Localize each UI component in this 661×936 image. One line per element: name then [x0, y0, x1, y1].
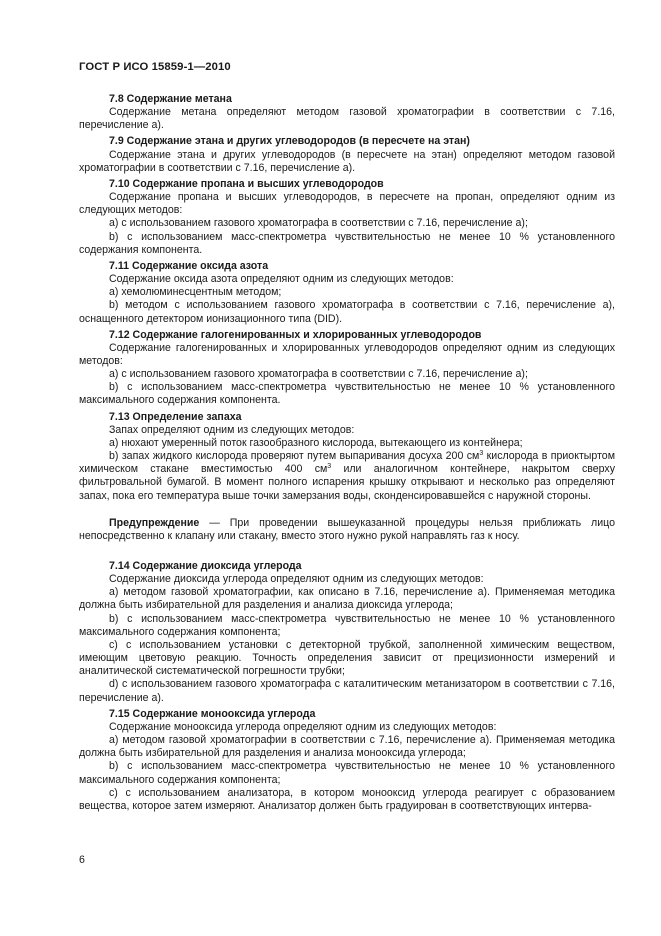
list-item: с) с использованием анализатора, в котором монооксид углерода реагирует с образованием вещества, которое затем измеряют. Анализатор должен быть градуирован в соответствующих интерва- [79, 786, 615, 812]
list-item: а) с использованием газового хроматографа в соответствии с 7.16, перечисление а); [109, 368, 528, 381]
list-item: b) с использованием масс-спектрометра чувствительностью не менее 10 % установленного максимального содержания компонента; [79, 760, 615, 786]
warning-note [79, 517, 615, 543]
paragraph: Содержание метана определяют методом газовой хроматографии в соответствии с 7.16, перечисление а). [79, 106, 615, 132]
list-item: b) с использованием масс-спектрометра чувствительностью не менее 10 % установленного содержания компонента. [79, 230, 615, 256]
paragraph: Содержание монооксида углерода определяют одним из следующих методов: [109, 720, 497, 733]
paragraph: Содержание оксида азота определяют одним из следующих методов: [109, 273, 454, 286]
warning-text: — При проведении вышеуказанной процедуры нельзя приближать лицо непосредственно к клапану или стакану, вместо этого нужно рукой направлять газ к носу. [79, 516, 615, 542]
list-item: d) с использованием газового хроматографа с каталитическим метанизатором в соответствии с 7.16, перечисление а). [79, 678, 615, 704]
list-item: b) с использованием масс-спектрометра чувствительностью не менее 10 % установленного максимального содержания компонента. [79, 381, 615, 407]
section-heading-7-11: 7.11 Содержание оксида азота [109, 259, 269, 272]
section-heading-7-13: 7.13 Определение запаха [109, 410, 242, 423]
list-item: b) методом с использованием газового хроматографа в соответствии с 7.16, перечисление а), оснащенного детектором ионизационного типа (DID). [79, 299, 615, 325]
section-heading-7-12: 7.12 Содержание галогенированных и хлорированных углеводородов [109, 328, 482, 341]
paragraph: Содержание галогенированных и хлорированных углеводородов определяют одним из следующих методов: [79, 341, 615, 367]
superscript: 3 [479, 450, 484, 458]
section-heading-7-15: 7.15 Содержание монооксида углерода [109, 707, 316, 720]
list-item: а) с использованием газового хроматографа в соответствии с 7.16, перечисление а); [109, 217, 528, 230]
paragraph: Запах определяют одним из следующих методов: [109, 423, 355, 436]
list-item: а) нюхают умеренный поток газообразного кислорода, вытекающего из контейнера; [109, 436, 523, 449]
text-run: или аналогичном контейнере, накрытом сверху фильтровальной бумагой. В момент полного испарения крышку открывают и несколько раз определяют запах, пока его температура выше точки замерзания воды, сконденсировавшейся с наружной стороны. [79, 463, 616, 502]
superscript: 3 [327, 463, 332, 471]
list-item: а) хемолюминесцентным методом; [109, 286, 282, 299]
warning-label: Предупреждение [109, 516, 200, 529]
list-item: а) методом газовой хроматографии в соответствии с 7.16, перечисление а). Применяемая методика должна быть избирательной для разделения и анализа монооксида углерода; [79, 734, 615, 760]
text-run: b) запах жидкого кислорода проверяют путем выпаривания досуха 200 см [109, 450, 480, 463]
list-item: а) методом газовой хроматографии, как описано в 7.16, перечисление а). Применяемая методика должна быть избирательной для разделения и анализа диоксида углерода; [79, 586, 615, 612]
list-item [79, 450, 615, 503]
text-run: кислорода в приоктыртом химическом стакане вместимостью 400 см [79, 450, 615, 476]
document-body [79, 93, 615, 813]
paragraph: Содержание диоксида углерода определяют одним из следующих методов: [109, 573, 484, 586]
section-heading-7-9: 7.9 Содержание этана и других углеводородов (в пересчете на этан) [109, 135, 470, 148]
paragraph: Содержание пропана и высших углеводородов, в пересчете на пропан, определяют одним из следующих методов: [79, 191, 615, 217]
page-number: 6 [79, 854, 85, 866]
standard-header: ГОСТ Р ИСО 15859-1—2010 [79, 61, 231, 73]
section-heading-7-14: 7.14 Содержание диоксида углерода [109, 560, 302, 572]
section-heading-7-8: 7.8 Содержание метана [109, 93, 232, 105]
list-item: с) с использованием установки с детекторной трубкой, заполненной химическим веществом, имеющим цветовую реакцию. Точность определения зависит от прецизионности измерений и аналитической систематической погрешности трубки; [79, 638, 615, 678]
section-heading-7-10: 7.10 Содержание пропана и высших углеводородов [109, 177, 384, 190]
paragraph: Содержание этана и других углеводородов (в пересчете на этан) определяют методом газовой хроматографии в соответствии с 7.16, перечисление а). [79, 148, 615, 174]
list-item: b) с использованием масс-спектрометра чувствительностью не менее 10 % установленного максимального содержания компонента; [79, 612, 615, 638]
